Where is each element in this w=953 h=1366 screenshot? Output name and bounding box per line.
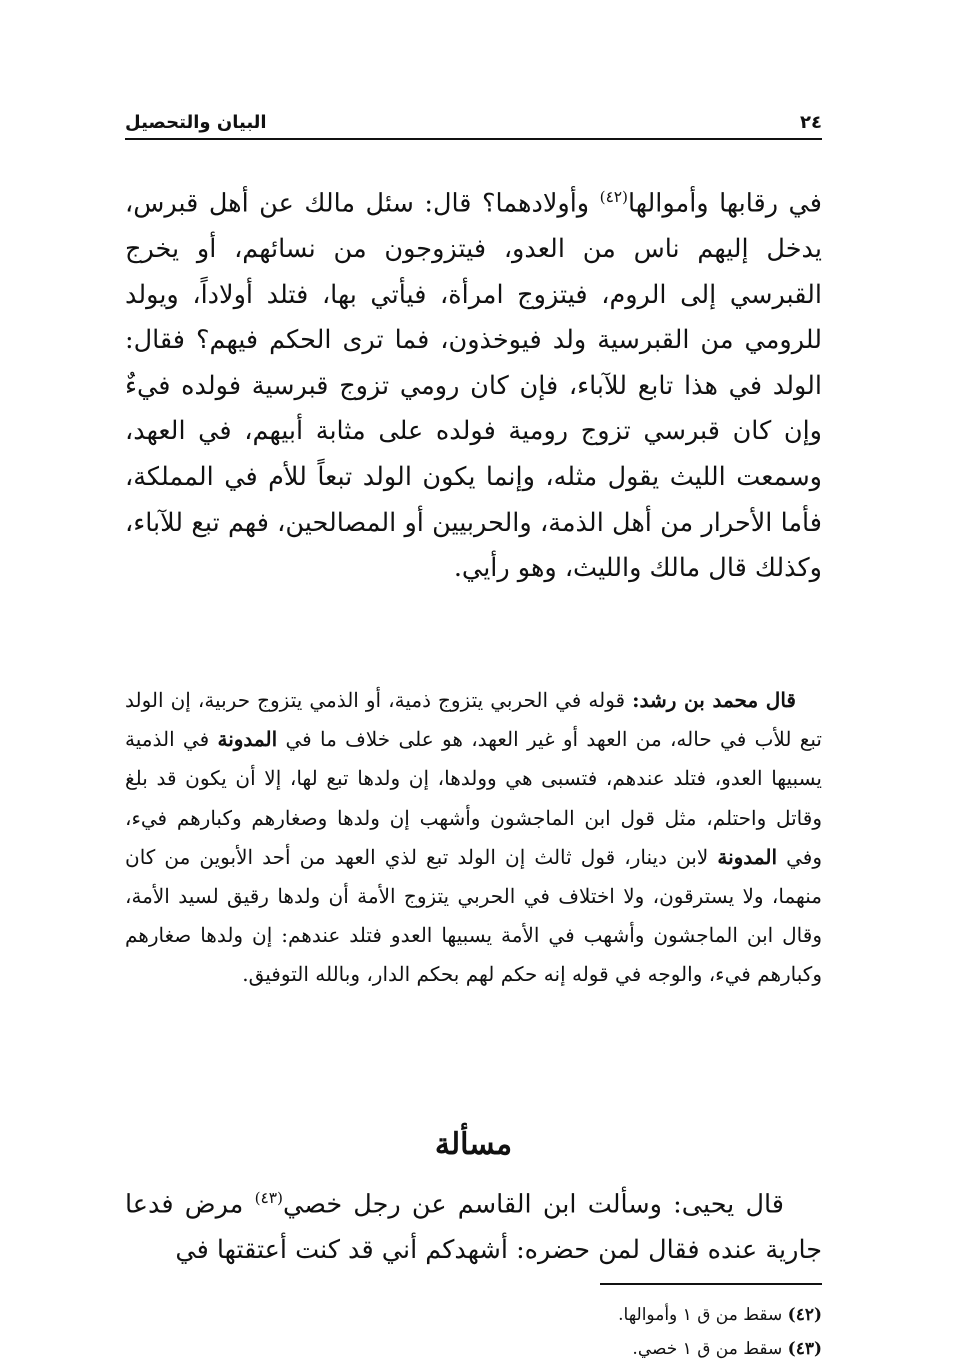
main-text-part-2: وأولادهما؟ قال: سئل مالك عن أهل قبرس، يدخل إليهم ناس من العدو، فيتزوجون من نسائهم، أو يخرج القبرسي إلى الروم، فيتزوج امرأة، فيأتي بها، فتلد أولاداً، ويولد للرومي من القبرسية ولد فيوخذون، فما ترى الحكم فيهم؟ فقال: الولد في هذا تابع للآباء، فإن كان رومي تزوج قبرسية فولده فيءٌ وإن كان قبرسي تزوج رومية فولده على مثابة أبيهم، في العهد، وسمعت الليث يقول مثله، وإنما يكون الولد تبعاً للأم في المملكة، فأما الأحرار من أهل الذمة، والحربيين أو المصالحين، فهم تبع للآباء، وكذلك قال مالك والليث، وهو رأيي. — [125, 188, 823, 584]
running-header — [125, 103, 822, 133]
footnote-ref-43: (٤٣) — [254, 1189, 283, 1207]
footnote-number: (٤٣) — [787, 1339, 822, 1359]
footnote-number: (٤٢) — [787, 1305, 822, 1325]
main-text-part-1: في رقابها وأموالها — [628, 188, 822, 219]
footnote-ref-42: (٤٢) — [599, 188, 628, 206]
footnote-42 — [618, 1298, 822, 1332]
footnotes — [618, 1298, 822, 1366]
commentary-part-3: لابن دينار، قول ثالث إن الولد تبع لذي العهد من أحد الأبوين من كان منهما، ولا يسترقون، ولا اختلاف في الحربي يتزوج الأمة أن ولدها رقيق لسيد الأمة، وقال ابن الماجشون وأشهب في الأمة يسبيها العدو فتلد عندهم: إن ولدها صغارهم وكبارهم فيء، والوجه في قوله إنه حكم لهم بحكم الدار، وبالله التوفيق. — [125, 844, 822, 987]
footnote-43 — [618, 1332, 822, 1366]
mudawwana-ref-2: المدونة — [717, 844, 778, 869]
main-text — [125, 175, 822, 592]
question-part-1: قال يحيى: وسألت ابن القاسم عن رجل خصي — [282, 1189, 784, 1220]
question-part-2: مرض فدعا جارية عنده فقال لمن حضره: أشهدكم أني قد كنت أعتقتها في — [125, 1189, 822, 1265]
mudawwana-ref-1: المدونة — [217, 727, 278, 752]
book-title: البيان والتحصيل — [125, 112, 267, 133]
commentary-part-2: في الذمية يسبيها العدو، فتلد عندهم، فتسبى هي وولدها، إن ولدها تبع لها، إلا أن يكون قد بلغ وقاتل واحتلم، مثل قول ابن الماجشون وأشهب إن ولدها وصغارهم وكبارهم فيء، وفي — [125, 727, 822, 869]
header-rule — [125, 138, 822, 140]
footnote-rule — [600, 1283, 822, 1285]
commentary-speaker: قال محمد بن رشد: — [632, 688, 796, 712]
question-paragraph — [125, 1176, 822, 1273]
footnote-text: سقط من ق ١ وأموالها. — [618, 1305, 783, 1325]
commentary-part-1: قوله في الحربي يتزوج ذمية، أو الذمي يتزوج حربية، إن الولد تبع للأب في حاله، من العهد أو غير العهد، هو على خلاف ما في — [125, 688, 822, 752]
footnote-text: سقط من ق ١ خصي. — [632, 1339, 783, 1359]
page-number: ٢٤ — [800, 112, 822, 133]
commentary-paragraph — [125, 681, 822, 995]
book-page — [125, 95, 823, 1359]
section-title: مسألة — [434, 1127, 513, 1162]
